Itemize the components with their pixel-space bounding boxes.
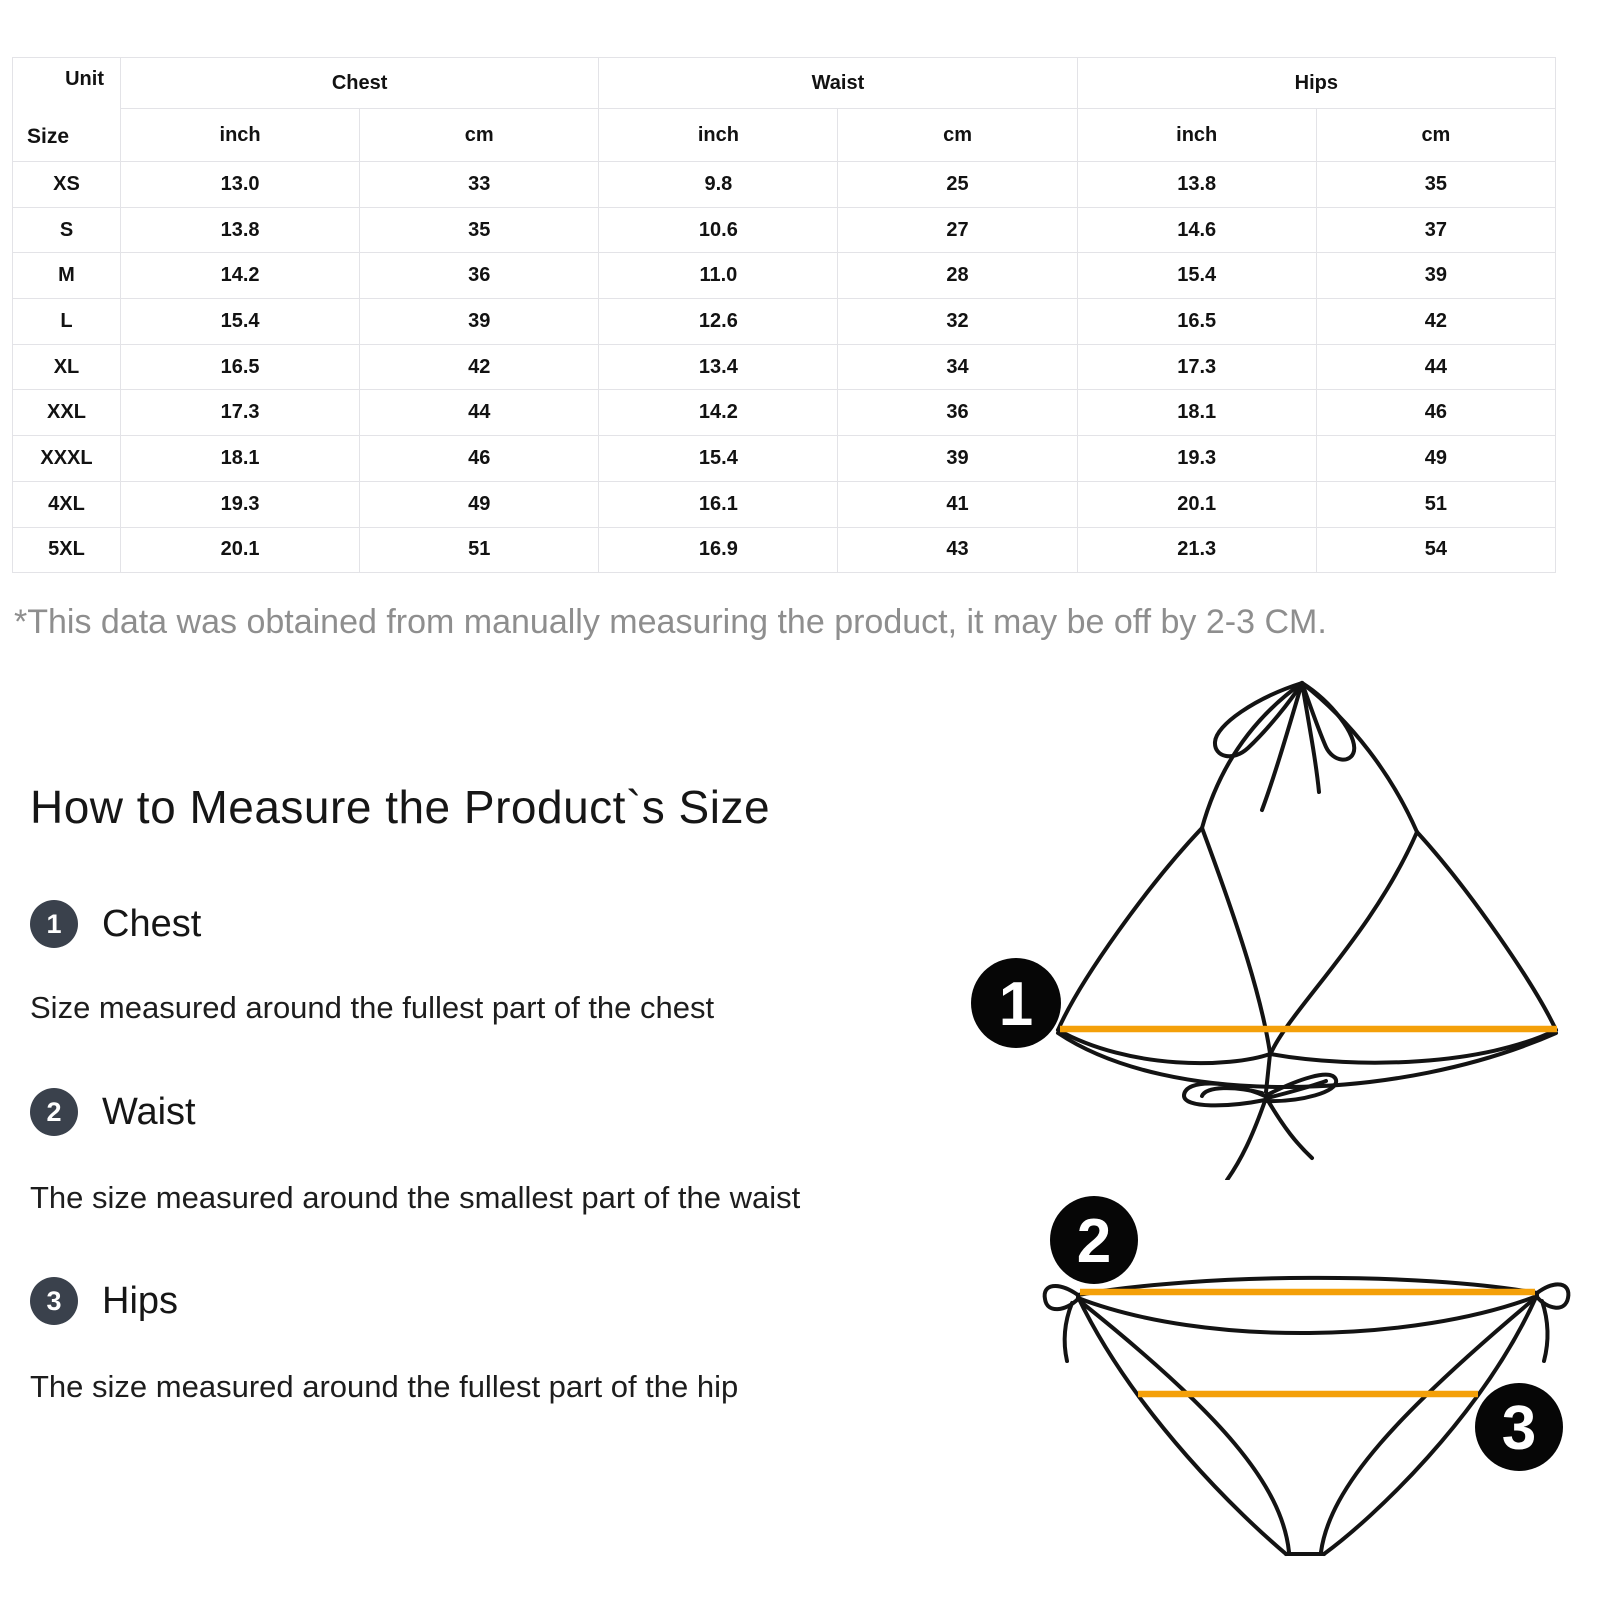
band-upper-left bbox=[1058, 1030, 1270, 1063]
section-waist bbox=[30, 1088, 196, 1136]
measurement-cell: 39 bbox=[838, 436, 1077, 482]
measurement-cell: 44 bbox=[1316, 344, 1555, 390]
measurement-cell: 13.8 bbox=[121, 207, 360, 253]
right-tie-string bbox=[1542, 1301, 1548, 1361]
measurement-cell: 15.4 bbox=[599, 436, 838, 482]
hips-group-header: Hips bbox=[1077, 58, 1555, 109]
hips-cm-header: cm bbox=[1316, 109, 1555, 162]
chest-marker bbox=[971, 958, 1061, 1048]
measurement-cell: 17.3 bbox=[121, 390, 360, 436]
outer-left-edge bbox=[1078, 1297, 1286, 1554]
step-2-badge: 2 bbox=[30, 1088, 78, 1136]
measurement-cell: 34 bbox=[838, 344, 1077, 390]
howto-title: How to Measure the Product`s Size bbox=[30, 781, 771, 833]
measurement-cell: 54 bbox=[1316, 527, 1555, 573]
measurement-cell: 16.9 bbox=[599, 527, 838, 573]
measurement-cell: 46 bbox=[360, 436, 599, 482]
measurement-cell: 15.4 bbox=[121, 299, 360, 345]
size-cell: XL bbox=[13, 344, 121, 390]
marker-2-number: 2 bbox=[1076, 1207, 1112, 1276]
measurement-cell: 25 bbox=[838, 162, 1077, 208]
section-hips bbox=[30, 1277, 178, 1325]
unit-header-row bbox=[13, 109, 1556, 162]
bikini-bottom-illustration bbox=[1020, 1185, 1600, 1600]
corner-header-cell bbox=[13, 58, 121, 162]
size-table-body bbox=[13, 162, 1556, 573]
table-row bbox=[13, 390, 1556, 436]
top-right-strap bbox=[1302, 683, 1417, 832]
marker-1-number: 1 bbox=[998, 970, 1034, 1039]
hip-marker bbox=[1475, 1383, 1563, 1471]
measurement-cell: 12.6 bbox=[599, 299, 838, 345]
measurement-cell: 17.3 bbox=[1077, 344, 1316, 390]
size-cell: XXXL bbox=[13, 436, 121, 482]
chest-inch-header: inch bbox=[121, 109, 360, 162]
bikini-top-illustration bbox=[940, 650, 1580, 1180]
measurement-cell: 49 bbox=[360, 481, 599, 527]
measurement-cell: 19.3 bbox=[121, 481, 360, 527]
measurement-cell: 44 bbox=[360, 390, 599, 436]
chest-cm-header: cm bbox=[360, 109, 599, 162]
measurement-cell: 35 bbox=[360, 207, 599, 253]
waist-cm-header: cm bbox=[838, 109, 1077, 162]
right-cup-inner-edge bbox=[1271, 832, 1417, 1053]
neck-bow-string bbox=[1302, 683, 1319, 792]
corner-unit-label: Unit bbox=[65, 68, 104, 90]
measurement-cell: 37 bbox=[1316, 207, 1555, 253]
measurement-cell: 27 bbox=[838, 207, 1077, 253]
measurement-cell: 32 bbox=[838, 299, 1077, 345]
measurement-cell: 20.1 bbox=[121, 527, 360, 573]
waist-inch-header: inch bbox=[599, 109, 838, 162]
table-row bbox=[13, 344, 1556, 390]
waistband-bottom-edge bbox=[1078, 1296, 1537, 1333]
measurement-cell: 18.1 bbox=[1077, 390, 1316, 436]
measurement-cell: 18.1 bbox=[121, 436, 360, 482]
bottom-bow-string bbox=[1227, 1098, 1266, 1180]
table-row bbox=[13, 207, 1556, 253]
measurement-cell: 16.1 bbox=[599, 481, 838, 527]
hips-description: The size measured around the fullest part of the hip bbox=[30, 1369, 739, 1404]
left-cup-inner-edge bbox=[1202, 828, 1270, 1053]
measurement-cell: 10.6 bbox=[599, 207, 838, 253]
section-chest-label: Chest bbox=[102, 902, 202, 945]
measurement-cell: 11.0 bbox=[599, 253, 838, 299]
measurement-cell: 42 bbox=[1316, 299, 1555, 345]
section-chest bbox=[30, 900, 201, 948]
section-waist-label: Waist bbox=[102, 1090, 196, 1133]
measurement-cell: 43 bbox=[838, 527, 1077, 573]
size-cell: 4XL bbox=[13, 481, 121, 527]
measurement-cell: 33 bbox=[360, 162, 599, 208]
left-cup-outer-edge bbox=[1058, 828, 1202, 1030]
step-3-badge: 3 bbox=[30, 1277, 78, 1325]
chest-group-header: Chest bbox=[121, 58, 599, 109]
measurement-cell: 9.8 bbox=[599, 162, 838, 208]
measurement-cell: 49 bbox=[1316, 436, 1555, 482]
measurement-cell: 39 bbox=[1316, 253, 1555, 299]
measurement-cell: 14.2 bbox=[599, 390, 838, 436]
size-cell: M bbox=[13, 253, 121, 299]
measurement-cell: 51 bbox=[1316, 481, 1555, 527]
measurement-cell: 19.3 bbox=[1077, 436, 1316, 482]
measurement-cell: 46 bbox=[1316, 390, 1555, 436]
left-tie-string bbox=[1065, 1303, 1072, 1361]
table-row bbox=[13, 253, 1556, 299]
section-hips-label: Hips bbox=[102, 1279, 179, 1322]
band-upper-right bbox=[1270, 1030, 1556, 1063]
corner-size-label: Size bbox=[27, 125, 70, 148]
measurement-cell: 13.4 bbox=[599, 344, 838, 390]
measurement-cell: 15.4 bbox=[1077, 253, 1316, 299]
step-1-badge: 1 bbox=[30, 900, 78, 948]
measurement-cell: 35 bbox=[1316, 162, 1555, 208]
size-cell: XS bbox=[13, 162, 121, 208]
neck-bow-string bbox=[1262, 683, 1302, 810]
measurement-cell: 41 bbox=[838, 481, 1077, 527]
bottom-bow-string bbox=[1267, 1099, 1312, 1158]
measurement-cell: 16.5 bbox=[1077, 299, 1316, 345]
measurement-cell: 14.6 bbox=[1077, 207, 1316, 253]
measurement-disclaimer: *This data was obtained from manually measuring the product, it may be off by 2-3 CM. bbox=[14, 603, 1327, 641]
size-cell: S bbox=[13, 207, 121, 253]
waist-group-header: Waist bbox=[599, 58, 1077, 109]
inner-left-curve bbox=[1081, 1302, 1289, 1552]
size-cell: L bbox=[13, 299, 121, 345]
size-cell: 5XL bbox=[13, 527, 121, 573]
hips-inch-header: inch bbox=[1077, 109, 1316, 162]
chest-description: Size measured around the fullest part of the chest bbox=[30, 990, 715, 1025]
waist-marker bbox=[1050, 1196, 1138, 1284]
table-row bbox=[13, 436, 1556, 482]
measurement-cell: 20.1 bbox=[1077, 481, 1316, 527]
measurement-cell: 36 bbox=[360, 253, 599, 299]
measurement-cell: 39 bbox=[360, 299, 599, 345]
measurement-cell: 13.8 bbox=[1077, 162, 1316, 208]
table-row bbox=[13, 162, 1556, 208]
waist-description: The size measured around the smallest part of the waist bbox=[30, 1180, 801, 1215]
measurement-cell: 16.5 bbox=[121, 344, 360, 390]
table-row bbox=[13, 481, 1556, 527]
marker-3-number: 3 bbox=[1501, 1394, 1537, 1463]
table-row bbox=[13, 299, 1556, 345]
measurement-cell: 36 bbox=[838, 390, 1077, 436]
size-chart-table bbox=[12, 57, 1556, 573]
group-header-row bbox=[13, 58, 1556, 109]
measurement-cell: 14.2 bbox=[121, 253, 360, 299]
bottom-bow-left-fold bbox=[1202, 1088, 1262, 1096]
measurement-cell: 51 bbox=[360, 527, 599, 573]
measurement-cell: 28 bbox=[838, 253, 1077, 299]
table-row bbox=[13, 527, 1556, 573]
measurement-cell: 42 bbox=[360, 344, 599, 390]
size-cell: XXL bbox=[13, 390, 121, 436]
right-cup-outer-edge bbox=[1417, 832, 1556, 1030]
measurement-cell: 13.0 bbox=[121, 162, 360, 208]
measurement-cell: 21.3 bbox=[1077, 527, 1316, 573]
